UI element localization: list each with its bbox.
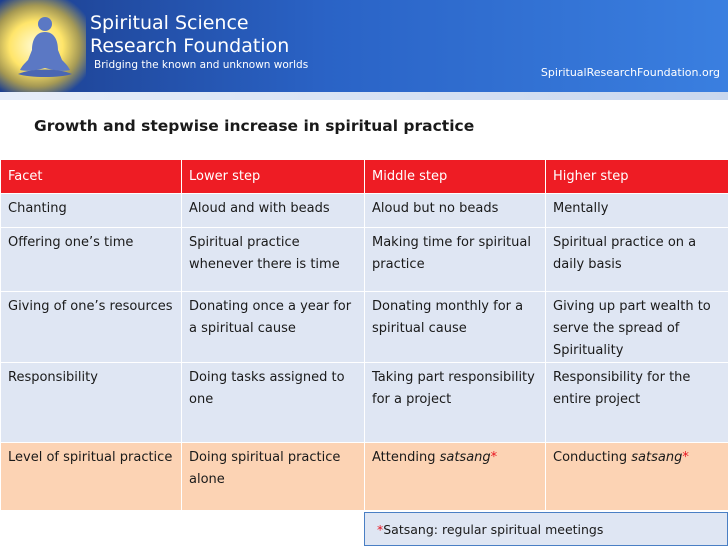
footnote-marker: *: [490, 450, 498, 465]
site-url: SpiritualResearchFoundation.org: [540, 66, 720, 79]
cell-lower: Aloud and with beads: [182, 194, 365, 228]
slide-title: Growth and stepwise increase in spiritual practice: [34, 117, 475, 135]
footnote-marker: *: [377, 522, 384, 537]
middle-prefix: Attending: [372, 450, 440, 465]
header-banner: [0, 0, 728, 92]
cell-facet: Giving of one’s resources: [1, 292, 182, 363]
header-middle-step: Middle step: [365, 160, 546, 194]
cell-facet: Responsibility: [1, 363, 182, 443]
cell-middle: Taking part responsibility for a project: [365, 363, 546, 443]
cell-higher: Mentally: [546, 194, 728, 228]
table-row: [1, 292, 728, 363]
cell-middle: Donating monthly for a spiritual cause: [365, 292, 546, 363]
cell-higher: Spiritual practice on a daily basis: [546, 228, 728, 292]
cell-facet: Chanting: [1, 194, 182, 228]
tagline: Bridging the known and unknown worlds: [94, 59, 309, 71]
practice-table: [0, 159, 728, 511]
table-row: [1, 363, 728, 443]
cell-lower: Donating once a year for a spiritual cause: [182, 292, 365, 363]
cell-facet: Offering one’s time: [1, 228, 182, 292]
footnote-marker: *: [682, 450, 689, 465]
header-lower-step: Lower step: [182, 160, 365, 194]
footnote-box: [364, 512, 728, 546]
cell-lower: Doing tasks assigned to one: [182, 363, 365, 443]
cell-lower: Doing spiritual practice alone: [182, 443, 365, 511]
header-divider: [0, 92, 728, 100]
meditating-figure-icon: [14, 14, 76, 84]
cell-middle: Aloud but no beads: [365, 194, 546, 228]
org-name: [90, 12, 289, 58]
cell-higher: [546, 443, 728, 511]
table-row: [1, 443, 728, 511]
cell-middle: [365, 443, 546, 511]
cell-lower: Spiritual practice whenever there is time: [182, 228, 365, 292]
cell-middle: Making time for spiritual practice: [365, 228, 546, 292]
footnote-text: Satsang: regular spiritual meetings: [383, 522, 604, 537]
org-name-line1: Spiritual Science: [90, 12, 249, 34]
org-name-line2: Research Foundation: [90, 35, 290, 57]
table-header-row: [1, 160, 728, 194]
cell-higher: Responsibility for the entire project: [546, 363, 728, 443]
cell-higher: Giving up part wealth to serve the spread of Spirituality: [546, 292, 728, 363]
table-row: [1, 194, 728, 228]
header-facet: Facet: [1, 160, 182, 194]
header-higher-step: Higher step: [546, 160, 728, 194]
satsang-term: satsang: [439, 450, 491, 465]
satsang-term: satsang: [631, 450, 683, 465]
higher-prefix: Conducting: [553, 450, 632, 465]
table-row: [1, 228, 728, 292]
cell-facet: Level of spiritual practice: [1, 443, 182, 511]
